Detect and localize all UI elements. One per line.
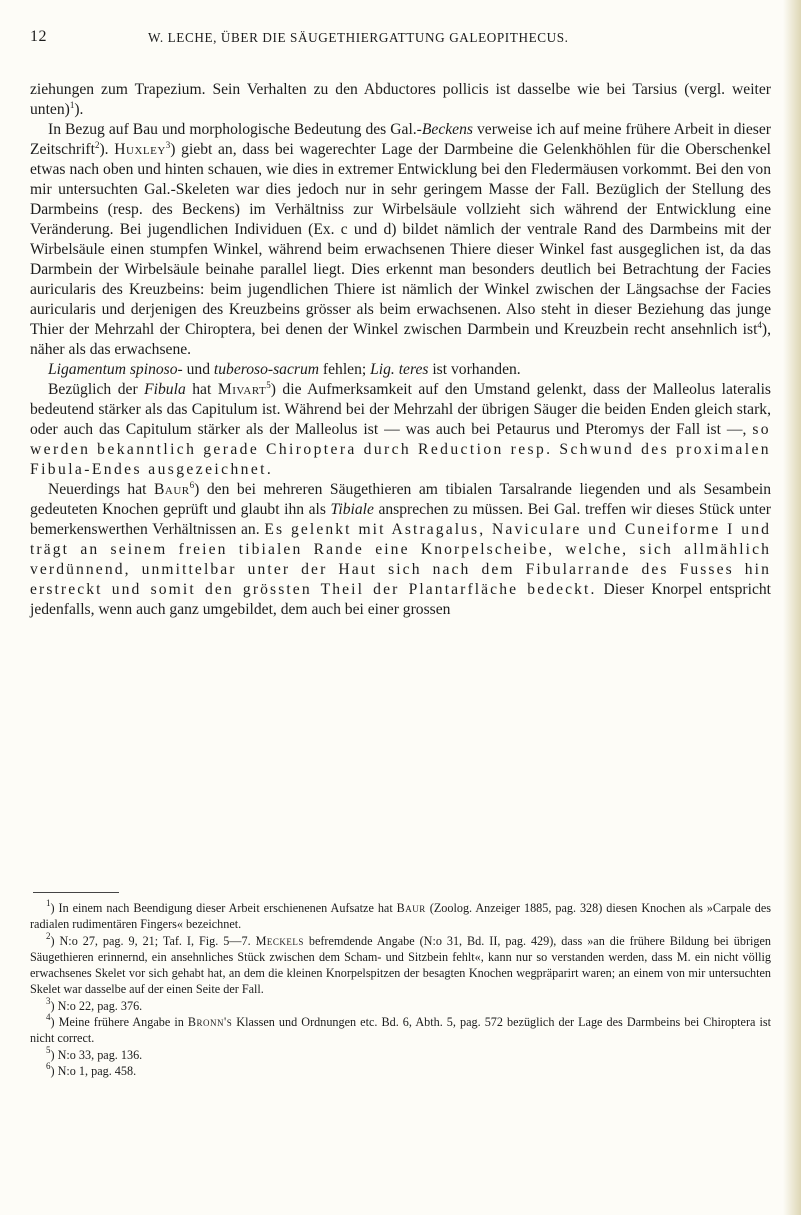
text-span: hat bbox=[185, 381, 218, 398]
footnote-2 bbox=[30, 930, 771, 998]
text-span: Dieser Knorpel entspricht jedenfalls, wenn auch ganz umgebildet, dem auch bei einer grossen bbox=[30, 581, 771, 618]
text-span: ) In einem nach Beendigung dieser Arbeit erschienenen Aufsatze hat bbox=[50, 901, 397, 915]
paragraph-1 bbox=[30, 80, 771, 120]
text-span: ). bbox=[74, 101, 84, 118]
footnote-ref: 2 bbox=[94, 140, 100, 150]
text-span: In Bezug auf Bau und morphologische Bedeutung des Gal.- bbox=[48, 121, 422, 138]
author-name: Mivart bbox=[217, 381, 267, 398]
text-span: ) N:o 1, pag. 458. bbox=[50, 1063, 137, 1078]
footnote-ref: 5 bbox=[266, 380, 271, 390]
page-number: 12 bbox=[30, 28, 47, 45]
text-span: Neuerdings hat bbox=[48, 481, 155, 498]
author-name: Baur bbox=[396, 901, 426, 915]
footnote-mark: 3 bbox=[46, 995, 51, 1006]
footnote-1 bbox=[30, 900, 771, 933]
footnote-5 bbox=[30, 1044, 771, 1063]
running-header bbox=[30, 28, 761, 52]
footnote-ref: 6 bbox=[189, 480, 195, 490]
footnote-ref: 3 bbox=[165, 140, 171, 150]
page-edge-shadow bbox=[783, 0, 801, 1215]
text-span: ist vorhanden. bbox=[428, 361, 521, 378]
footnotes bbox=[30, 900, 771, 1079]
text-span: ) N:o 27, pag. 9, 21; Taf. I, Fig. 5—7. bbox=[50, 933, 256, 948]
footnote-4 bbox=[30, 1014, 771, 1047]
paragraph-5 bbox=[30, 480, 771, 620]
text-span: ) N:o 33, pag. 136. bbox=[50, 1047, 143, 1062]
italic-term: Fibula bbox=[144, 381, 186, 398]
italic-term: Ligamentum spinoso- bbox=[48, 361, 183, 378]
author-name: Bronn's bbox=[187, 1015, 233, 1030]
footnote-mark: 1 bbox=[46, 898, 51, 908]
footnote-3 bbox=[30, 995, 771, 1014]
footnote-mark: 5 bbox=[46, 1044, 51, 1055]
italic-term: Beckens bbox=[421, 121, 473, 138]
text-span: ansprechen zu müssen. Bei Gal. treffen wir dieses Stück unter bemerkenswerthen Verhältnissen an. bbox=[30, 501, 772, 538]
text-span: ) die Aufmerksamkeit auf den Umstand gelenkt, dass der Malleolus lateralis bedeutend stärker als das Capitulum ist. Während bei der Mehrzahl der übrigen Säuger die beiden Enden gleich stark, oder auch das Capitulum stärker als der Malleolus ist — was auch bei Petaurus und Pteromys der Fall ist —, bbox=[30, 381, 771, 438]
text-span: ). bbox=[99, 141, 115, 158]
text-span: Bezüglich der bbox=[48, 381, 145, 398]
footnote-6 bbox=[30, 1060, 771, 1079]
footnote-mark: 4 bbox=[46, 1012, 51, 1023]
spaced-emphasis: Es gelenkt mit Astragalus, Naviculare und Cuneiforme I und trägt an seinem freien tibialen Rande eine Knorpelscheibe, welche, sich allmählich verdünnend, unmittelbar unter der Haut sich nach dem Fibularrande des Fusses hin erstreckt und somit den grössten Theil der Plantarfläche bedeckt. bbox=[30, 521, 771, 598]
spaced-emphasis: so werden bekanntlich gerade Chiroptera durch Reduction resp. Schwund des proximalen Fibula-Endes ausgezeichnet. bbox=[30, 421, 771, 478]
body-text bbox=[30, 80, 771, 620]
text-span: ) giebt an, dass bei wagerechter Lage der Darmbeine die Gelenkhöhlen für die Oberschenkel etwas nach oben und hinten schauen, wie dies in extremer Entwicklung bei den Fledermäusen vorkommt. Bei den von mir untersuchten Gal.-Skeleten war dies jedoch nur in sehr geringem Masse der Fall. Bezüglich der Stellung des Darmbeins (resp. des Beckens) im Verhältniss zur Wirbelsäule vollzieht sich während der Entwicklung eine Veränderung. Bei jugendlichen Individuen (Ex. c und d) bildet nämlich der ventrale Rand des Darmbeins mit der Wirbelsäule einen stumpfen Winkel, während beim erwachsenen Thiere dieser Winkel fast ausgeglichen ist, da das Darmbein der Wirbelsäule beinahe parallel liegt. Dies erkennt man besonders deutlich bei Betrachtung der Facies auricularis des Kreuzbeins: beim jugendlichen Thiere ist nämlich der Winkel zwischen der Längsachse der Facies auricularis und derjenigen des Kreuzbeins grösser als beim erwachsenen. Also steht in dieser Beziehung das junge Thier der Mehrzahl der Chiroptera, bei denen der Winkel zwischen Darmbein und Kreuzbein recht ansehnlich ist bbox=[30, 141, 771, 338]
text-span: und bbox=[182, 361, 214, 378]
footnote-mark: 2 bbox=[46, 930, 51, 941]
text-span: fehlen; bbox=[319, 361, 371, 378]
paragraph-2 bbox=[30, 120, 771, 360]
text-span: ) N:o 22, pag. 376. bbox=[50, 998, 143, 1013]
running-title: W. LECHE, ÜBER DIE SÄUGETHIERGATTUNG GALEOPITHECUS. bbox=[148, 30, 569, 45]
footnote-ref: 4 bbox=[757, 320, 762, 330]
paragraph-4 bbox=[30, 380, 771, 480]
author-name: Baur bbox=[154, 481, 190, 498]
author-name: Huxley bbox=[114, 141, 166, 158]
italic-term: tuberoso-sacrum bbox=[213, 361, 320, 378]
text-span: (Zoolog. Anzeiger 1885, pag. 328) diesen Knochen als »Carpale des radialen rudimentären Fingers« bezeichnet. bbox=[30, 901, 771, 932]
italic-term: Lig. teres bbox=[370, 361, 429, 378]
text-span: ) den bei mehreren Säugethieren am tibialen Tarsalrande liegenden und als Sesambein gedeuteten Knochen geprüft und glaubt ihn als bbox=[30, 481, 772, 518]
text-span: ) Meine frühere Angabe in bbox=[50, 1015, 188, 1030]
footnote-mark: 6 bbox=[46, 1060, 51, 1071]
footnote-rule bbox=[33, 892, 119, 893]
text-span: verweise ich auf meine frühere Arbeit in dieser Zeitschrift bbox=[30, 121, 771, 158]
text-span: Klassen und Ordnungen etc. Bd. 6, Abth. 5, pag. 572 bezüglich der Lage des Darmbeins bei Chiroptera ist nicht correct. bbox=[30, 1015, 771, 1046]
footnote-ref: 1 bbox=[69, 100, 75, 110]
text-span: ), näher als das erwachsene. bbox=[30, 321, 771, 358]
text-span: befremdende Angabe (N:o 31, Bd. II, pag. 429), dass »an die frühere Bildung bei übrigen Säugethieren erinnernd, ein ansehnliches Stück zwischen dem Scham- und Sitzbein fehlt«, kann nur so verstanden werden, dass M. ein nicht völlig erwachsenes Skelet vor sich gehabt hat, an dem die kleinen Knorpelspitzen der besagten Knochen wegpräparirt waren; an einem von mir untersuchten Skelet war dasselbe auf der einen Seite der Fall. bbox=[30, 933, 771, 997]
paragraph-3 bbox=[30, 360, 771, 380]
text-span: ziehungen zum Trapezium. Sein Verhalten zu den Abductores pollicis ist dasselbe wie bei Tarsius (vergl. weiter unten) bbox=[30, 81, 771, 118]
author-name: Meckels bbox=[255, 933, 304, 948]
italic-term: Tibiale bbox=[330, 501, 374, 518]
